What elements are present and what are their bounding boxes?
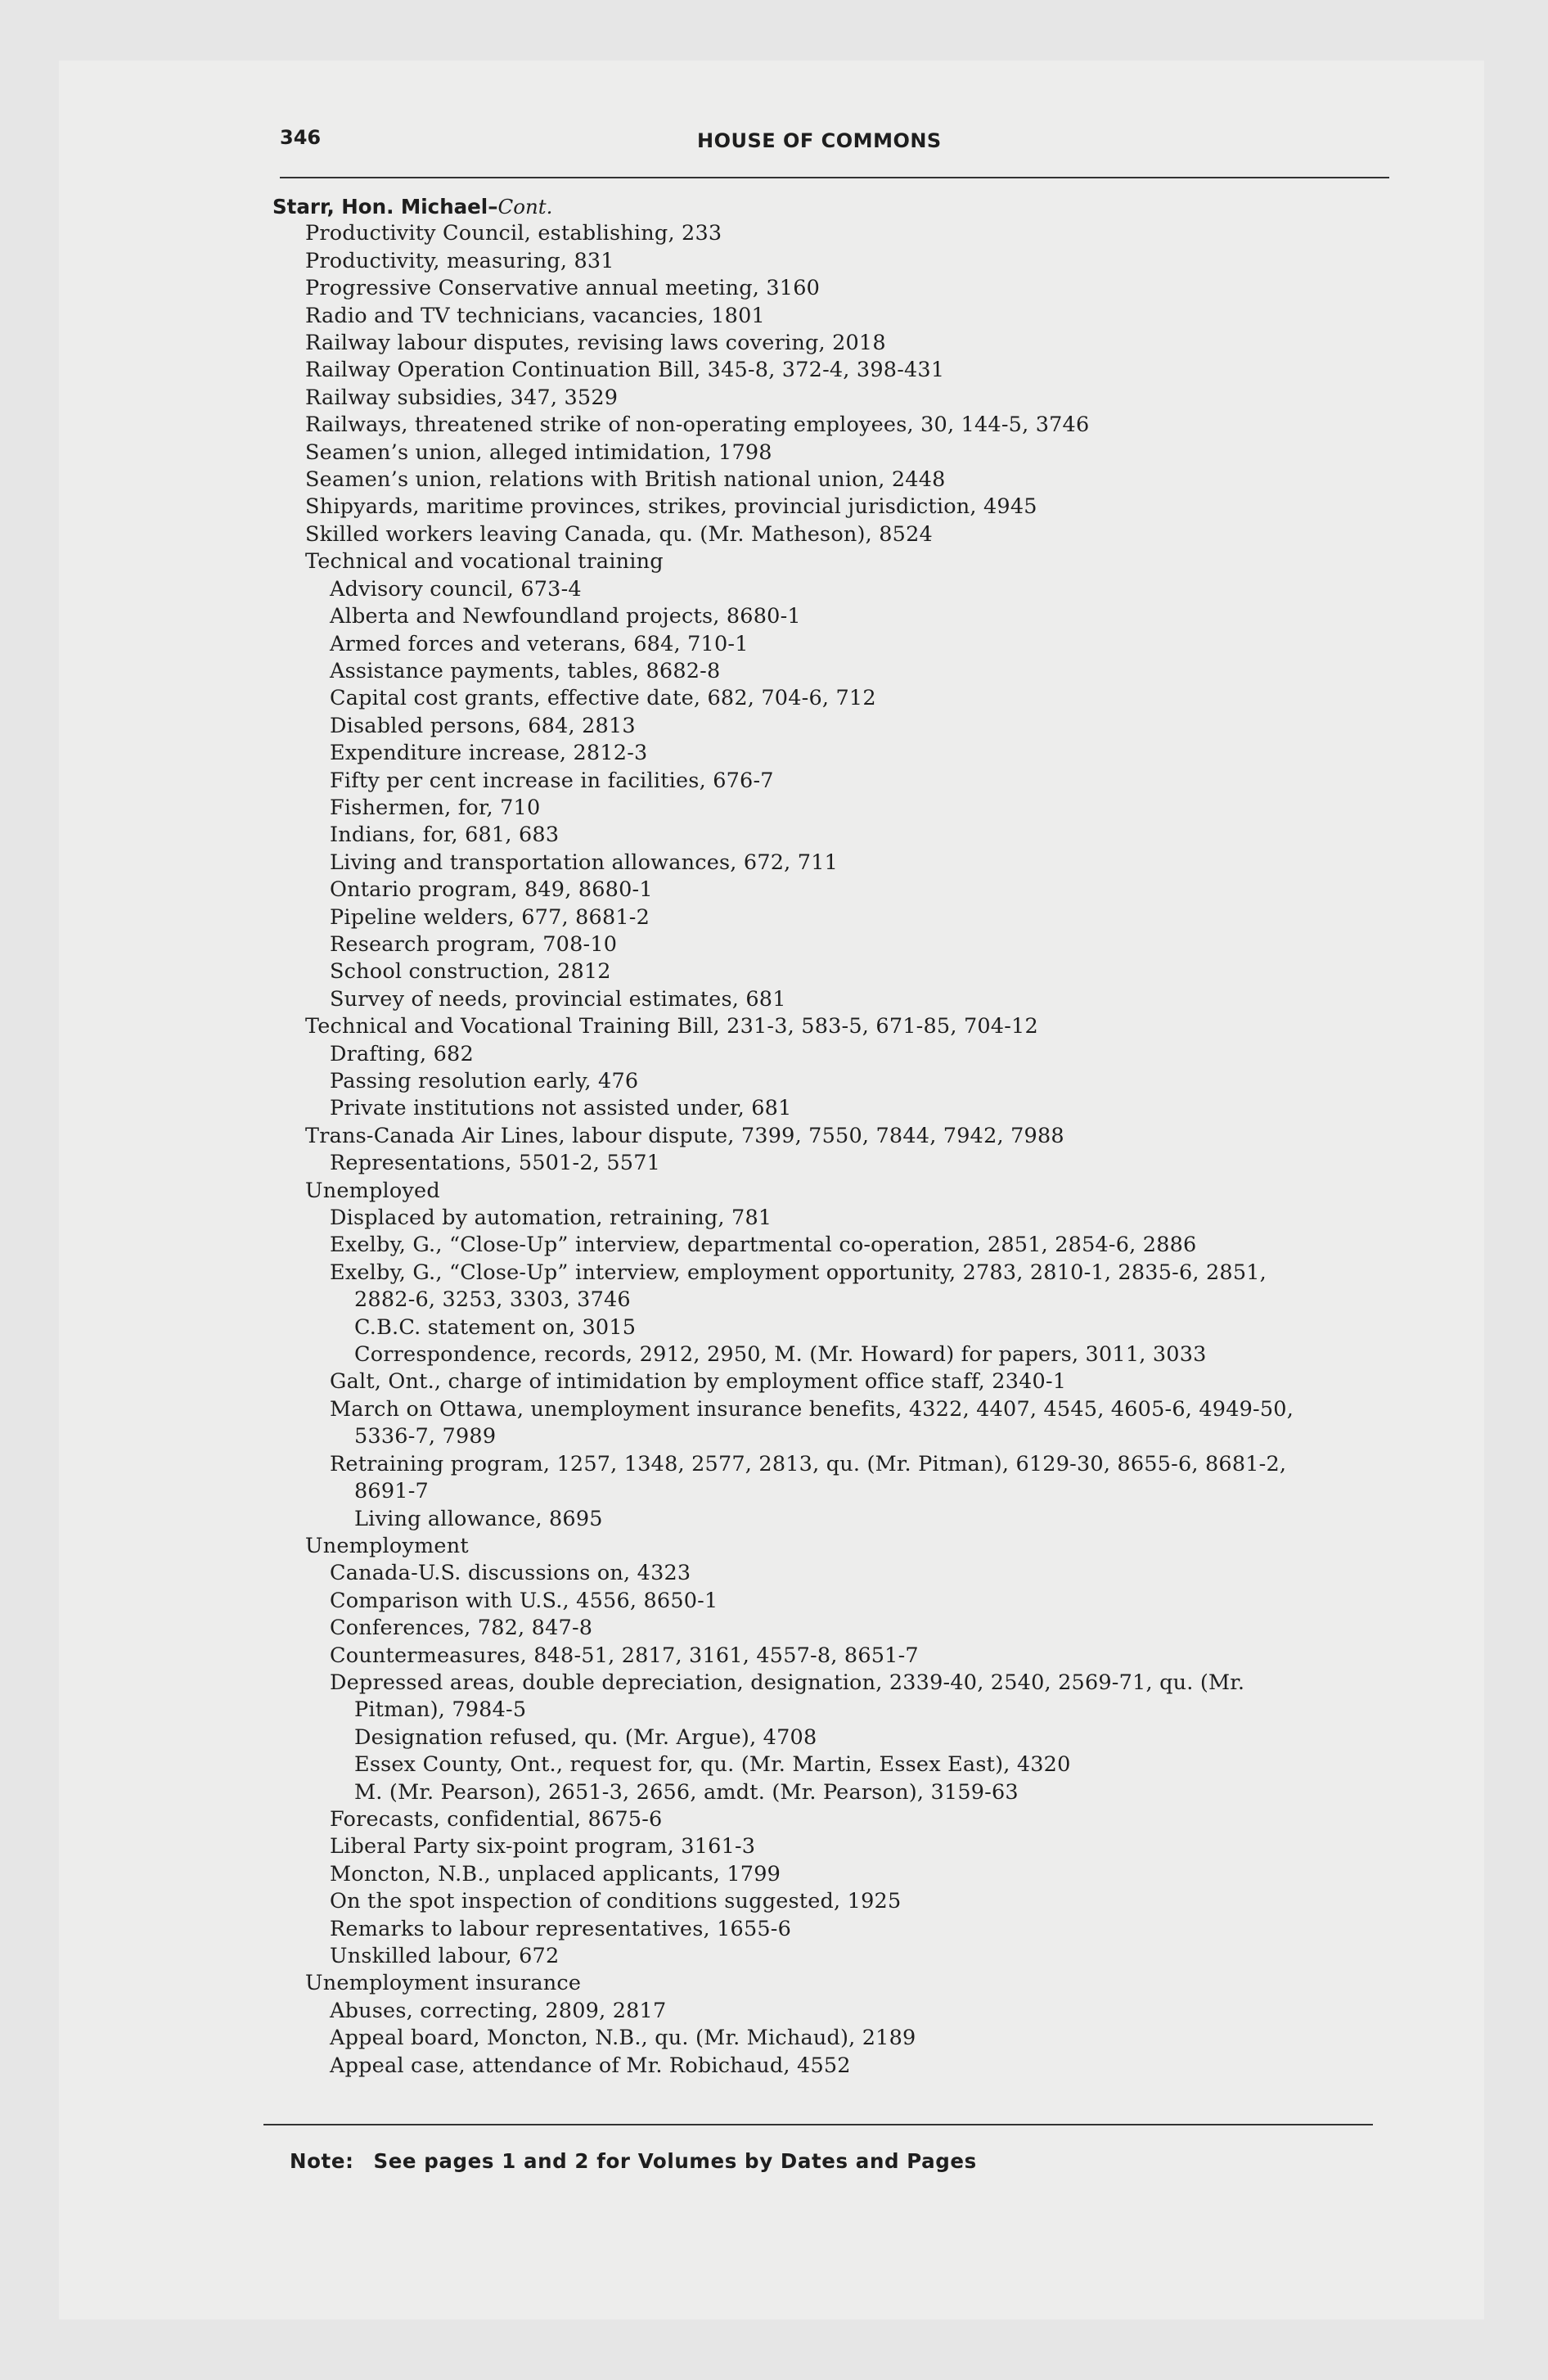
index-entry: Progressive Conservative annual meeting, 3160	[305, 276, 821, 301]
index-entry: Armed forces and veterans, 684, 710-1	[330, 631, 749, 656]
index-entry: Seamen’s union, alleged intimidation, 1798	[305, 439, 772, 465]
index-entry: Seamen’s union, relations with British national union, 2448	[305, 467, 946, 493]
index-entry: Railway Operation Continuation Bill, 345-8, 372-4, 398-431	[305, 358, 945, 383]
index-entry: Moncton, N.B., unplaced applicants, 1799	[330, 1861, 781, 1886]
page-title: HOUSE OF COMMONS	[697, 129, 942, 152]
index-entry: Ontario program, 849, 8680-1	[330, 877, 653, 903]
index-entry: Productivity, measuring, 831	[305, 248, 614, 273]
index-entry: Liberal Party six-point program, 3161-3	[330, 1834, 756, 1859]
index-entry: Passing resolution early, 476	[330, 1069, 639, 1093]
index-entry: Railways, threatened strike of non-operating employees, 30, 144-5, 3746	[305, 412, 1090, 438]
index-entry: Technical and vocational training	[305, 549, 664, 575]
index-entry: Living and transportation allowances, 672, 711	[330, 850, 839, 875]
index-entry: Trans-Canada Air Lines, labour dispute, 7399, 7550, 7844, 7942, 7988	[305, 1123, 1064, 1148]
index-entry: Conferences, 782, 847-8	[330, 1616, 593, 1641]
index-entry: Pitman), 7984-5	[354, 1697, 527, 1723]
index-entry: Exelby, G., “Close-Up” interview, employment opportunity, 2783, 2810-1, 2835-6, 2851,	[330, 1260, 1267, 1285]
index-entry: Comparison with U.S., 4556, 8650-1	[330, 1588, 718, 1613]
index-entry: Representations, 5501-2, 5571	[330, 1151, 661, 1176]
index-entry: Correspondence, records, 2912, 2950, M. (Mr. Howard) for papers, 3011, 3033	[354, 1342, 1207, 1368]
index-entry: Productivity Council, establishing, 233	[305, 221, 722, 246]
index-entry: 5336-7, 7989	[354, 1424, 497, 1449]
index-entry: Assistance payments, tables, 8682-8	[330, 658, 721, 683]
index-entry: Research program, 708-10	[330, 931, 618, 957]
index-entry: Unemployment insurance	[305, 1971, 582, 1996]
index-entry: Capital cost grants, effective date, 682, 704-6, 712	[330, 686, 876, 711]
index-entry: Abuses, correcting, 2809, 2817	[330, 1998, 667, 2023]
note-text: See pages 1 and 2 for Volumes by Dates and Pages	[373, 2149, 977, 2173]
index-entry: Indians, for, 681, 683	[330, 823, 560, 848]
index-entry: Designation refused, qu. (Mr. Argue), 4708	[354, 1724, 817, 1750]
page-number: 346	[280, 126, 322, 149]
index-entry: Pipeline welders, 677, 8681-2	[330, 904, 650, 930]
index-entry: Railway subsidies, 347, 3529	[305, 385, 619, 410]
index-entry: Exelby, G., “Close-Up” interview, departmental co-operation, 2851, 2854-6, 2886	[330, 1233, 1197, 1258]
index-entry: C.B.C. statement on, 3015	[354, 1314, 637, 1340]
index-entry: Living allowance, 8695	[354, 1506, 603, 1531]
index-entry: Canada-U.S. discussions on, 4323	[330, 1561, 691, 1586]
index-entry: Shipyards, maritime provinces, strikes, provincial jurisdiction, 4945	[305, 494, 1037, 520]
index-entry: Survey of needs, provincial estimates, 681	[330, 986, 786, 1012]
index-entry: Essex County, Ont., request for, qu. (Mr. Martin, Essex East), 4320	[354, 1752, 1071, 1778]
index-entry: Fishermen, for, 710	[330, 795, 541, 820]
index-entry: Galt, Ont., charge of intimidation by employment office staff, 2340-1	[330, 1369, 1067, 1395]
index-entry: Technical and Vocational Training Bill, 231-3, 583-5, 671-85, 704-12	[305, 1014, 1038, 1039]
heading-cont: Cont.	[497, 195, 553, 219]
footer-note	[290, 2149, 977, 2173]
running-header	[280, 119, 1388, 156]
index-entry: Unemployment	[305, 1533, 469, 1558]
index-entry: Advisory council, 673-4	[330, 576, 582, 602]
index-entry: Countermeasures, 848-51, 2817, 3161, 4557-8, 8651-7	[330, 1643, 919, 1668]
index-entry: Depressed areas, double depreciation, designation, 2339-40, 2540, 2569-71, qu. (Mr.	[330, 1670, 1245, 1695]
index-entry: Remarks to labour representatives, 1655-6	[330, 1916, 792, 1941]
index-entries	[272, 193, 1418, 2080]
note-label: Note:	[290, 2149, 354, 2173]
index-entry: Private institutions not assisted under, 681	[330, 1096, 792, 1121]
index-entry: Unemployed	[305, 1178, 440, 1203]
index-entry: Drafting, 682	[330, 1041, 474, 1066]
index-heading	[272, 193, 1418, 220]
index-entry: Disabled persons, 684, 2813	[330, 713, 636, 738]
index-entry: On the spot inspection of conditions suggested, 1925	[330, 1889, 902, 1914]
index-entry: Retraining program, 1257, 1348, 2577, 2813, qu. (Mr. Pitman), 6129-30, 8655-6, 8681-2,	[330, 1451, 1287, 1476]
index-entry: March on Ottawa, unemployment insurance benefits, 4322, 4407, 4545, 4605-6, 4949-50,	[330, 1396, 1294, 1422]
index-entry: School construction, 2812	[330, 959, 611, 985]
index-entry: Expenditure increase, 2812-3	[330, 741, 648, 766]
header-rule	[280, 177, 1389, 178]
index-entry: Railway labour disputes, revising laws covering, 2018	[305, 331, 886, 356]
index-entry: Appeal case, attendance of Mr. Robichaud, 4552	[330, 2053, 851, 2078]
index-entry: 2882-6, 3253, 3303, 3746	[354, 1287, 631, 1313]
index-entry: Fifty per cent increase in facilities, 676-7	[330, 768, 774, 793]
index-entry: Displaced by automation, retraining, 781	[330, 1206, 772, 1231]
index-entry: Unskilled labour, 672	[330, 1944, 560, 1968]
index-entry: Alberta and Newfoundland projects, 8680-1	[330, 604, 801, 629]
heading-name: Starr, Hon. Michael–	[272, 195, 498, 219]
index-entry: Forecasts, confidential, 8675-6	[330, 1806, 663, 1832]
footer-rule	[263, 2124, 1373, 2125]
index-entry: Skilled workers leaving Canada, qu. (Mr. Matheson), 8524	[305, 521, 933, 547]
index-entry: Appeal board, Moncton, N.B., qu. (Mr. Michaud), 2189	[330, 2026, 916, 2051]
index-entry: M. (Mr. Pearson), 2651-3, 2656, amdt. (Mr. Pearson), 3159-63	[354, 1779, 1019, 1805]
index-entry: Radio and TV technicians, vacancies, 1801	[305, 303, 765, 328]
index-entry: 8691-7	[354, 1479, 429, 1504]
